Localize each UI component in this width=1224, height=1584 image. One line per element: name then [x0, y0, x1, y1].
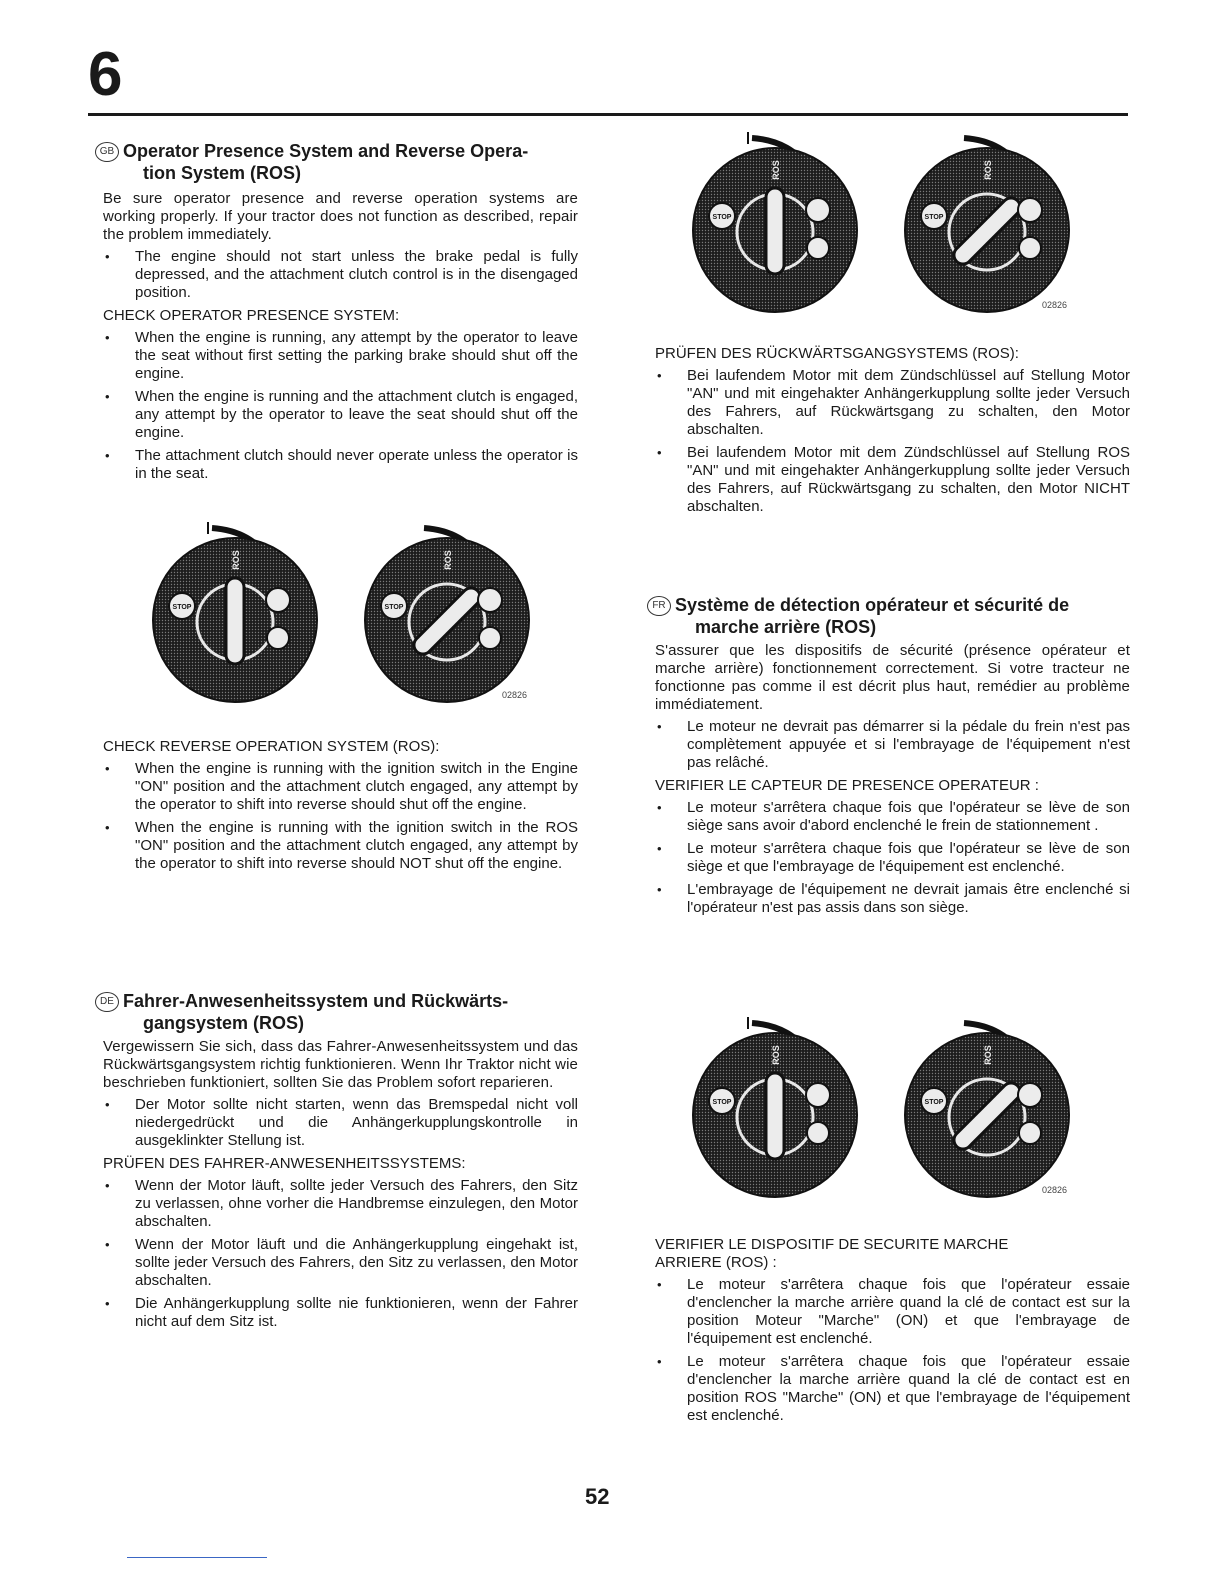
- svg-text:ROS: ROS: [443, 550, 453, 570]
- list-item: • The attachment clutch should never operate unless the operator is in the seat.: [103, 447, 578, 483]
- section-title-line1: Operator Presence System and Reverse Opera-: [123, 141, 529, 161]
- section-gb: [99, 140, 578, 488]
- list-item: • Le moteur s'arrêtera chaque fois que l'opérateur se lève de son siège et que l'embrayage de l'équipement est enclenché.: [655, 840, 1130, 876]
- list-item: • Der Motor sollte nicht starten, wenn das Bremspedal nicht voll niedergedrückt und die Anhängerkupplungskontrolle in ausgeklinkter Stellung ist.: [103, 1096, 578, 1150]
- ignition-switch-ros-position: [905, 1023, 1069, 1197]
- figure-code: 02826: [1042, 1185, 1068, 1195]
- section-title-line2: tion System (ROS): [143, 163, 302, 183]
- bullet-list-ops: [103, 329, 578, 483]
- section-fr-heading: [652, 594, 1130, 638]
- ignition-switch-figure-gb: [140, 520, 528, 710]
- subheading-check-ops: CHECK OPERATOR PRESENCE SYSTEM:: [103, 307, 400, 324]
- figure-code: 02826: [502, 690, 528, 700]
- ignition-switch-engine-position: [693, 1017, 857, 1197]
- svg-text:STOP: STOP: [172, 604, 192, 611]
- lights-position-icon: [806, 1083, 830, 1107]
- list-item: • Wenn der Motor läuft und die Anhängerkupplung eingehakt ist, sollte jeder Versuch des Fahrers, den Sitz zu verlassen, den Motor abschalten.: [103, 1236, 578, 1290]
- ignition-switch-ros-position: [365, 528, 529, 702]
- key-slot: [766, 1073, 784, 1159]
- section-fr-ros: [655, 1236, 1130, 1430]
- lights-position-icon: [478, 588, 502, 612]
- bullet-list-ops: [655, 799, 1130, 917]
- header-rule: [88, 113, 1128, 116]
- list-item: • When the engine is running with the ignition switch in the Engine "ON" position and the attachment clutch engaged, any attempt by the operator to shift into reverse should shut off the engine.: [103, 760, 578, 814]
- bullet-list-start: [103, 248, 578, 302]
- list-item: • Le moteur s'arrêtera chaque fois que l'opérateur se lève de son siège sans avoir d'abord enclenché le frein de stationnement .: [655, 799, 1130, 835]
- svg-text:ROS: ROS: [983, 160, 993, 180]
- intro-paragraph: S'assurer que les dispositifs de sécurité (présence opérateur et marche arrière) fonctionnement correctement. Si votre tracteur ne fonctionne pas comme il est décrit plus haut, remédier au problème immédiatement.: [655, 642, 1130, 713]
- subheading-check-ros: CHECK REVERSE OPERATION SYSTEM (ROS):: [103, 738, 440, 755]
- intro-paragraph: Vergewissern Sie sich, dass das Fahrer-Anwesenheitssystem und das Rückwärtsgangsystem richtig funktionieren. Wenn Ihr Traktor nicht wie beschrieben funktioniert, sollten Sie das Problem sofort reparieren.: [103, 1038, 578, 1091]
- engine-start-icon: [1019, 237, 1041, 259]
- list-item: • Die Anhängerkupplung sollte nie funktionieren, wenn der Fahrer nicht auf dem Sitz ist.: [103, 1295, 578, 1331]
- list-item: • Bei laufendem Motor mit dem Zündschlüssel auf Stellung Motor "AN" und mit eingehakter Anhängerkupplung sollte jeder Versuch des Fahrers, auf Rückwärtsgang zu schalten, den Motor abschalten.: [655, 367, 1130, 439]
- footer-line: [127, 1557, 267, 1558]
- list-item: • When the engine is running and the attachment clutch is engaged, any attempt by the operator to leave the seat should shut off the engine.: [103, 388, 578, 442]
- list-item: • L'embrayage de l'équipement ne devrait jamais être enclenché si l'opérateur n'est pas assis dans son siège.: [655, 881, 1130, 917]
- bullet-list-ros: [103, 760, 578, 873]
- section-gb-heading: [99, 140, 578, 184]
- ignition-switch-figure-de: [680, 130, 1068, 320]
- lights-position-icon: [1018, 198, 1042, 222]
- bullet-list-ros: [655, 1276, 1130, 1425]
- chapter-number: 6: [88, 40, 123, 109]
- lights-position-icon: [1018, 1083, 1042, 1107]
- figure-code: 02826: [1042, 300, 1068, 310]
- ignition-switch-figure-fr: [680, 1015, 1068, 1205]
- lights-position-icon: [806, 198, 830, 222]
- list-item: • Le moteur ne devrait pas démarrer si la pédale du frein n'est pas complètement appuyée et si l'embrayage de l'équipement n'est pas relâché.: [655, 718, 1130, 772]
- svg-text:STOP: STOP: [712, 1099, 732, 1106]
- lights-position-icon: [266, 588, 290, 612]
- bullet-list-start: [103, 1096, 578, 1150]
- list-item: • When the engine is running with the ignition switch in the ROS "ON" position and the attachment clutch engaged, any attempt by the operator to shift into reverse should NOT shut off the engine.: [103, 819, 578, 873]
- key-slot: [766, 188, 784, 274]
- ignition-switch-ros-position: [905, 138, 1069, 312]
- list-item: • The engine should not start unless the brake pedal is fully depressed, and the attachment clutch control is in the disengaged position.: [103, 248, 578, 302]
- svg-text:ROS: ROS: [771, 160, 781, 180]
- ignition-switch-pair: [680, 1015, 1068, 1205]
- engine-start-icon: [807, 237, 829, 259]
- section-fr: [652, 594, 1130, 922]
- ignition-switch-pair: [140, 520, 528, 710]
- bullet-list-ros: [655, 367, 1130, 516]
- language-badge-fr: FR: [647, 596, 671, 616]
- ignition-switch-engine-position: [153, 522, 317, 702]
- section-title-line2: gangsystem (ROS): [143, 1013, 305, 1033]
- svg-text:STOP: STOP: [712, 214, 732, 221]
- subheading-check-ops: PRÜFEN DES FAHRER-ANWESENHEITSSYSTEMS:: [103, 1155, 466, 1172]
- subheading-check-ros: PRÜFEN DES RÜCKWÄRTSGANGSYSTEMS (ROS):: [655, 345, 1019, 362]
- section-de: [100, 990, 578, 1336]
- section-title: [123, 990, 578, 1034]
- section-de-ros: [655, 345, 1130, 521]
- section-gb-ros: [103, 738, 578, 878]
- engine-start-icon: [1019, 1122, 1041, 1144]
- section-title-line1: Système de détection opérateur et sécurité de: [675, 595, 1070, 615]
- engine-start-icon: [267, 627, 289, 649]
- subheading-check-ros: [655, 1236, 1130, 1272]
- language-badge-de: DE: [95, 992, 119, 1012]
- key-slot: [226, 578, 244, 664]
- svg-text:ROS: ROS: [771, 1045, 781, 1065]
- svg-text:STOP: STOP: [384, 604, 404, 611]
- svg-text:STOP: STOP: [924, 214, 944, 221]
- intro-paragraph: Be sure operator presence and reverse operation systems are working properly. If your tractor does not function as described, repair the problem immediately.: [103, 190, 578, 243]
- section-de-heading: [100, 990, 578, 1034]
- engine-start-icon: [479, 627, 501, 649]
- subheading-check-ops: VERIFIER LE CAPTEUR DE PRESENCE OPERATEUR :: [655, 777, 1039, 794]
- list-item: • Bei laufendem Motor mit dem Zündschlüssel auf Stellung ROS "AN" und mit eingehakter Anhängerkupplung sollte jeder Versuch des Fahrers, auf Rückwärtsgang zu schalten, den Motor NICHT abschalten.: [655, 444, 1130, 516]
- language-badge-gb: GB: [95, 142, 119, 162]
- svg-text:STOP: STOP: [924, 1099, 944, 1106]
- list-item: • Wenn der Motor läuft, sollte jeder Versuch des Fahrers, den Sitz zu verlassen, ohne vorher die Handbremse einzulegen, den Motor abschalten.: [103, 1177, 578, 1231]
- bullet-list-ops: [103, 1177, 578, 1331]
- section-title-line2: marche arrière (ROS): [695, 617, 877, 637]
- section-title: [123, 140, 578, 184]
- subheading-line2: ARRIERE (ROS) :: [655, 1254, 777, 1271]
- list-item: • Le moteur s'arrêtera chaque fois que l'opérateur essaie d'enclencher la marche arrière quand la clé de contact est en position ROS "Marche" (ON) et que l'embrayage de l'équipement est enclenché.: [655, 1353, 1130, 1425]
- page-number: 52: [585, 1484, 610, 1509]
- section-title-line1: Fahrer-Anwesenheitssystem und Rückwärts-: [123, 991, 509, 1011]
- ignition-switch-engine-position: [693, 132, 857, 312]
- engine-start-icon: [807, 1122, 829, 1144]
- svg-text:ROS: ROS: [983, 1045, 993, 1065]
- bullet-list-start: [655, 718, 1130, 772]
- svg-text:ROS: ROS: [231, 550, 241, 570]
- subheading-line1: VERIFIER LE DISPOSITIF DE SECURITE MARCHE: [655, 1236, 1009, 1253]
- list-item: • When the engine is running, any attempt by the operator to leave the seat without first setting the parking brake should shut off the engine.: [103, 329, 578, 383]
- ignition-switch-pair: [680, 130, 1068, 320]
- section-title: [675, 594, 1130, 638]
- list-item: • Le moteur s'arrêtera chaque fois que l'opérateur essaie d'enclencher la marche arrière quand la clé de contact est sur la position Moteur "Marche" (ON) et que l'embrayage de l'équipement est enclenché.: [655, 1276, 1130, 1348]
